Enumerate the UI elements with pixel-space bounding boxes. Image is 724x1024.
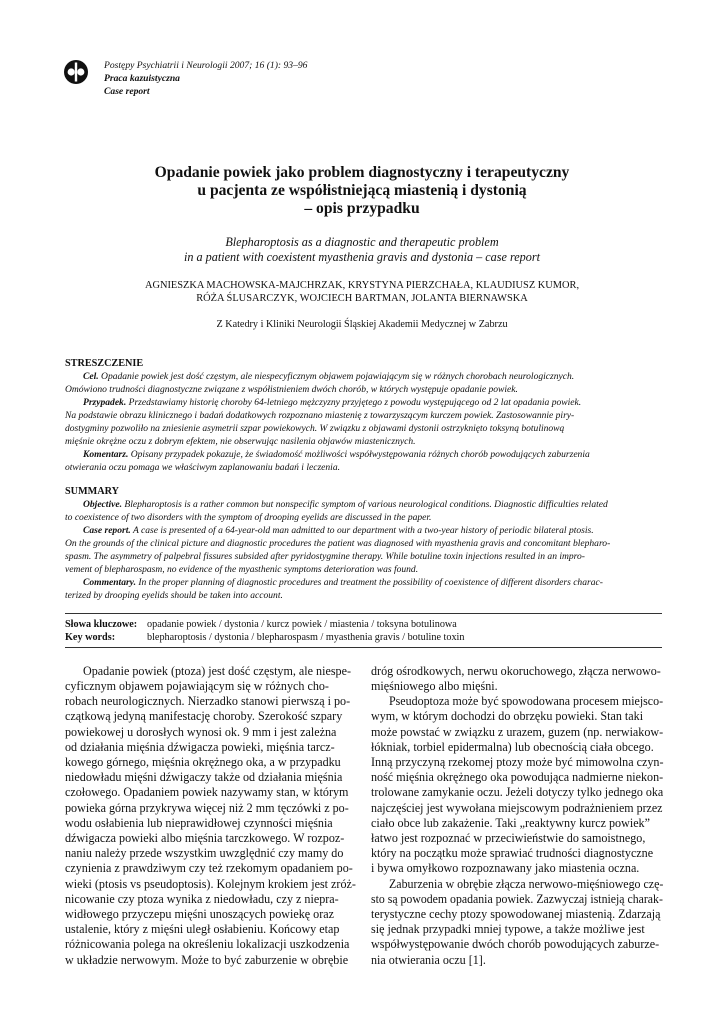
body-line: i bywa omyłkowo rozpoznawany jako miastenia oczna. bbox=[371, 861, 640, 875]
journal-logo-icon bbox=[63, 59, 89, 85]
body-line: Zaburzenia w obrębie złącza nerwowo-mięśniowego czę- bbox=[389, 877, 664, 891]
body-line: może powstać w związku z urazem, guzem (np. nerwiakow- bbox=[371, 725, 664, 739]
article-type-pl: Praca kazuistyczna bbox=[104, 73, 180, 84]
body-line: różnicowania polega na określeniu lokalizacji uszkodzenia bbox=[65, 937, 350, 951]
keywords-en: blepharoptosis / dystonia / blepharospasm / myasthenia gravis / botuline toxin bbox=[147, 632, 465, 643]
body-line: nicowanie czy ptoza wynika z niedowładu, czy z niepra- bbox=[65, 892, 339, 906]
title-pl-line: – opis przypadku bbox=[304, 200, 420, 217]
body-line: ciało obce lub zakażenie. Taki „reaktywny kurcz powiek” bbox=[371, 816, 650, 830]
body-line: robach neurologicznych. Nierzadko stanowi pierwszą i po- bbox=[65, 694, 351, 708]
body-line: kowego górnego, mięśnia okrężnego oka, a w przypadku bbox=[65, 755, 341, 769]
title-pl-line: Opadanie powiek jako problem diagnostyczny i terapeutyczny bbox=[154, 164, 570, 181]
body-line: mięśniowego albo mięśni. bbox=[371, 679, 498, 693]
body-line: naniu należy przede wszystkim uwzględnić czy mamy do bbox=[65, 846, 344, 860]
body-line: nia otwierania oczu [1]. bbox=[371, 953, 486, 967]
body-line: Inną przyczyną rzekomej ptozy może być mimowolna czyn- bbox=[371, 755, 664, 769]
abstract-line: dostygminy pozwoliło na zniesienie asymetrii szpar powiekowych. W związku z objawami dystonii ostrzyknięto toksyną botulinową bbox=[65, 423, 565, 434]
body-line: najczęściej jest wywołana miejscowym podrażnieniem przez bbox=[371, 801, 663, 815]
body-line: w układzie nerwowym. Może to być zaburzenie w obrębie bbox=[65, 953, 349, 967]
keywords-pl-label: Słowa kluczowe: bbox=[65, 619, 138, 630]
abstract-line: mięśnie okrężne oczu z dobrym efektem, nie obserwując nasilenia objawów miastenicznych. bbox=[65, 436, 416, 447]
body-line: wieki (ptosis vs pseudoptosis). Kolejnym krokiem jest zróż- bbox=[65, 877, 356, 891]
body-line: ustalenie, który z mięśni uległ osłabieniu. Końcowy etap bbox=[65, 922, 340, 936]
abstract-line: Przypadek. Przedstawiamy historię choroby 64-letniego mężczyzny przyjętego z powodu występującego od 2 lat opadania powiek. bbox=[83, 397, 582, 408]
body-line: cyficznym objawem pojawiającym się w różnych cho- bbox=[65, 679, 329, 693]
abstract-line: spasm. The asymmetry of palpebral fissures subsided after pyridostygmine therapy. While botuline toxin injections resulted in an impro- bbox=[65, 551, 585, 562]
body-line: Opadanie powiek (ptoza) jest dość częstym, ale niespe- bbox=[83, 664, 351, 678]
abstract-line: Komentarz. Opisany przypadek pokazuje, że świadomość możliwości współwystępowania różnych chorób powodujących zaburzenia bbox=[83, 449, 590, 460]
body-line: łatwo jest rozpoznać w przeciwieństwie do samoistnego, bbox=[371, 831, 646, 845]
title-en-line: Blepharoptosis as a diagnostic and therapeutic problem bbox=[225, 235, 499, 249]
commentary-label: Commentary. bbox=[83, 577, 136, 588]
keywords-en-label: Key words: bbox=[65, 632, 116, 643]
divider bbox=[65, 613, 662, 614]
body-line: łókniak, torbiel epidermalna) lub obecnością ciała obcego. bbox=[371, 740, 654, 754]
body-line: dróg ośrodkowych, nerwu okoruchowego, złącza nerwowo- bbox=[371, 664, 661, 678]
abstract-line: Commentary. In the proper planning of diagnostic procedures and treatment the possibility of coexistence of different disorders charac- bbox=[83, 577, 603, 588]
objective-label: Objective. bbox=[83, 499, 122, 510]
body-line: wodu osłabienia lub nieprawidłowej czynności mięśnia bbox=[65, 816, 333, 830]
cel-label: Cel. bbox=[83, 371, 99, 382]
abstract-line: terized by drooping eyelids should be taken into account. bbox=[65, 590, 283, 601]
body-line: dźwigacza powieki albo mięśnia tarczkowego. W rozpoz- bbox=[65, 831, 345, 845]
przypadek-label: Przypadek. bbox=[83, 397, 127, 408]
divider bbox=[65, 647, 662, 648]
body-line: powiekowej u dorosłych wynosi ok. 9 mm i jest zależna bbox=[65, 725, 337, 739]
body-line: od działania mięśnia dźwigacza powieki, mięśnia tarcz- bbox=[65, 740, 335, 754]
body-line: trolowane zamykanie oczu. Jeżeli dotyczy tylko jednego oka bbox=[371, 785, 664, 799]
affiliation: Z Katedry i Kliniki Neurologii Śląskiej Akademii Medycznej w Zabrzu bbox=[216, 319, 508, 330]
body-line: czynienia z prawdziwym czy też rzekomym opadaniem po- bbox=[65, 861, 353, 875]
body-line: się jednak przypadki mniej typowe, a także możliwe jest bbox=[371, 922, 645, 936]
body-line: czołowego. Opadaniem powiek nazywamy stan, w którym bbox=[65, 785, 349, 799]
abstract-line: Na podstawie obrazu klinicznego i badań dodatkowych rozpoznano miastenię z towarzyszącym kurczem powiek. Zastosowannie piry- bbox=[65, 410, 575, 421]
streszczenie-heading: STRESZCZENIE bbox=[65, 358, 144, 369]
keywords-pl: opadanie powiek / dystonia / kurcz powiek / miastenia / toksyna botulinowa bbox=[147, 619, 457, 630]
abstract-line: Case report. A case is presented of a 64-year-old man admitted to our department with a two-year history of periodic bilateral ptosis. bbox=[83, 525, 594, 536]
body-line: współwystępowanie dwóch chorób powodujących zaburze- bbox=[371, 937, 660, 951]
body-line: niedowładu mięśni dźwigaczy także od działania mięśnia bbox=[65, 770, 343, 784]
authors-line: RÓŻA ŚLUSARCZYK, WOJCIECH BARTMAN, JOLANTA BIERNAWSKA bbox=[196, 293, 528, 304]
summary-heading: SUMMARY bbox=[65, 486, 119, 497]
article-type-en: Case report bbox=[104, 86, 150, 97]
title-pl-line: u pacjenta ze współistniejącą miastenią i dystonią bbox=[197, 182, 527, 199]
komentarz-label: Komentarz. bbox=[83, 449, 129, 460]
body-line: wym, w którym dochodzi do obrzęku powieki. Stan taki bbox=[371, 709, 644, 723]
abstract-line: otwierania oczu pomaga we właściwym zaplanowaniu badań i leczenia. bbox=[65, 462, 340, 473]
body-line: widłowego przyczepu mięśni unoszących powiekę oraz bbox=[65, 907, 334, 921]
body-line: powieka górna przykrywa więcej niż 2 mm tęczówki z po- bbox=[65, 801, 349, 815]
abstract-line: On the grounds of the clinical picture and diagnostic procedures the patient was diagnosed with myasthenia gravis and concomitant blepharo- bbox=[65, 538, 611, 549]
title-en-line: in a patient with coexistent myasthenia gravis and dystonia – case report bbox=[184, 250, 540, 264]
abstract-line: Omówiono trudności diagnostyczne związane z współistnieniem dwóch chorób, w których występuje opadanie powiek. bbox=[65, 384, 518, 395]
journal-citation: Postępy Psychiatrii i Neurologii 2007; 16 (1): 93–96 bbox=[104, 60, 308, 71]
abstract-line: Objective. Blepharoptosis is a rather common but nonspecific symptom of various neurological conditions. Diagnostic difficulties related bbox=[83, 499, 608, 510]
body-line: czątkową jedyną manifestację choroby. Szerokość szpary bbox=[65, 709, 343, 723]
body-line: Pseudoptoza może być spowodowana procesem miejsco- bbox=[389, 694, 664, 708]
body-line: sto są powodem opadania powiek. Zazwyczaj istnieją charak- bbox=[371, 892, 663, 906]
abstract-line: to coexistence of two disorders with the symptom of drooping eyelids are discussed in the paper. bbox=[65, 512, 432, 523]
body-line: ność mięśnia okrężnego oka powodująca nadmierne niekon- bbox=[371, 770, 664, 784]
abstract-line: Cel. Opadanie powiek jest dość częstym, ale niespecyficznym objawem pojawiającym się w różnych chorobach neurologicznych. bbox=[83, 371, 575, 382]
case-report-label: Case report. bbox=[83, 525, 131, 536]
abstract-line: vement of blepharospasm, no evidence of the myasthenic symptoms deterioration was found. bbox=[65, 564, 419, 575]
body-line: terystyczne cechy ptozy spowodowanej miastenią. Zdarzają bbox=[371, 907, 661, 921]
body-line: który na początku może sprawiać trudności diagnostyczne bbox=[371, 846, 654, 860]
authors-line: AGNIESZKA MACHOWSKA-MAJCHRZAK, KRYSTYNA PIERZCHAŁA, KLAUDIUSZ KUMOR, bbox=[144, 280, 580, 291]
